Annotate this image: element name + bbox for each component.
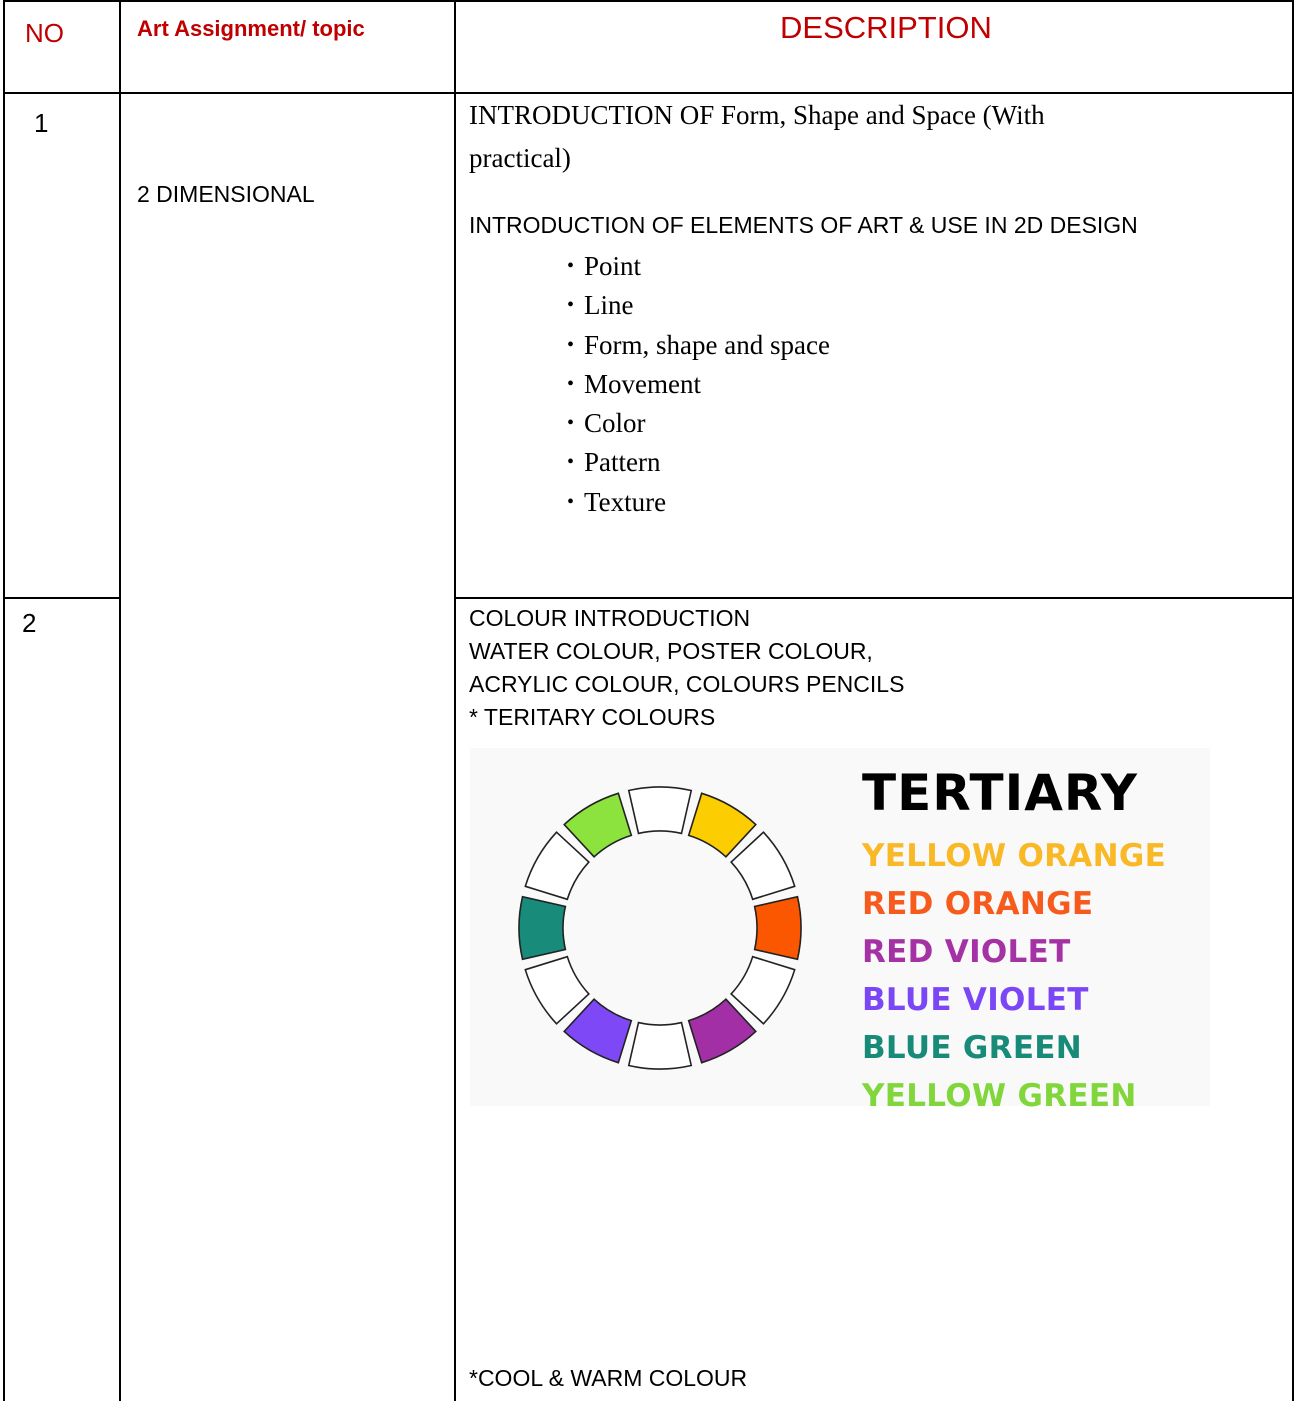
row-2-number: 2 bbox=[22, 608, 37, 638]
list-item: • Point bbox=[567, 247, 830, 286]
column-divider-2 bbox=[454, 0, 456, 1401]
header-topic: Art Assignment/ topic bbox=[137, 16, 365, 41]
list-item: • Pattern bbox=[567, 443, 830, 482]
legend-blue-green: BLUE GREEN bbox=[862, 1030, 1083, 1066]
wheel-segment-yellow-green bbox=[564, 793, 631, 857]
list-item: • Form, shape and space bbox=[567, 326, 830, 365]
wheel-segment-white bbox=[629, 1023, 691, 1069]
figure-title: TERTIARY bbox=[862, 764, 1138, 822]
wheel-segment-blue-green bbox=[519, 897, 565, 959]
wheel-segment-white bbox=[525, 957, 589, 1024]
list-item: • Movement bbox=[567, 365, 830, 404]
list-item: • Line bbox=[567, 286, 830, 325]
wheel-segment-white bbox=[629, 787, 691, 833]
wheel-segment-blue-violet bbox=[564, 999, 631, 1063]
legend-red-violet: RED VIOLET bbox=[862, 934, 1071, 970]
header-no: NO bbox=[25, 18, 64, 48]
row-1-intro-line-1: INTRODUCTION OF Form, Shape and Space (With bbox=[469, 100, 1045, 130]
wheel-segment-red-violet bbox=[689, 999, 756, 1063]
column-divider-1 bbox=[119, 0, 121, 1401]
header-row-divider bbox=[3, 92, 1294, 94]
row-2-line-1: COLOUR INTRODUCTION bbox=[469, 605, 751, 631]
header-description: DESCRIPTION bbox=[780, 10, 992, 45]
row-2-footer: *COOL & WARM COLOUR bbox=[469, 1365, 748, 1391]
wheel-segment-white bbox=[731, 832, 795, 899]
row-2-line-4: * TERITARY COLOURS bbox=[469, 704, 716, 730]
row-1-topic: 2 DIMENSIONAL bbox=[137, 181, 315, 207]
table-border-left bbox=[3, 0, 5, 1401]
legend-blue-violet: BLUE VIOLET bbox=[862, 982, 1089, 1018]
color-wheel bbox=[470, 748, 860, 1106]
row-2-line-2: WATER COLOUR, POSTER COLOUR, bbox=[469, 638, 873, 664]
row-1-divider-no bbox=[3, 597, 120, 599]
row-1-intro-line-2: practical) bbox=[469, 143, 571, 173]
elements-of-art-list bbox=[567, 247, 830, 522]
wheel-segment-yellow-orange bbox=[689, 793, 756, 857]
wheel-segment-red-orange bbox=[755, 897, 801, 959]
row-1-subheading: INTRODUCTION OF ELEMENTS OF ART & USE IN 2D DESIGN bbox=[469, 212, 1138, 238]
row-2-line-3: ACRYLIC COLOUR, COLOURS PENCILS bbox=[469, 671, 905, 697]
wheel-segment-white bbox=[731, 957, 795, 1024]
wheel-segment-white bbox=[525, 832, 589, 899]
row-1-divider-desc bbox=[455, 597, 1294, 599]
legend-yellow-orange: YELLOW ORANGE bbox=[862, 838, 1167, 874]
list-item: • Color bbox=[567, 404, 830, 443]
legend-red-orange: RED ORANGE bbox=[862, 886, 1094, 922]
row-1-number: 1 bbox=[34, 108, 49, 138]
list-item: • Texture bbox=[567, 483, 830, 522]
table-border-top bbox=[3, 0, 1294, 2]
legend-yellow-green: YELLOW GREEN bbox=[862, 1078, 1137, 1114]
